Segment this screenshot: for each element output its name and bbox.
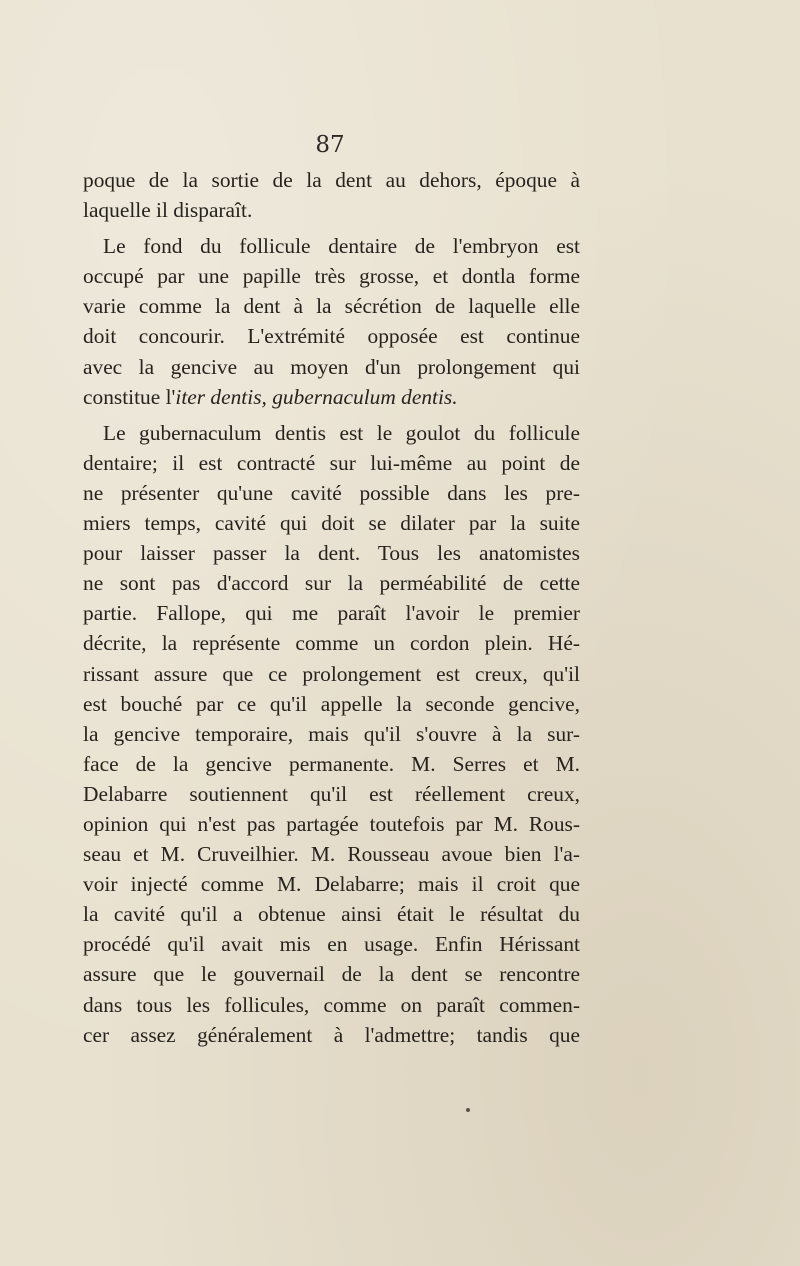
text-line: avec la gencive au moyen d'un prolongement qui — [83, 354, 580, 379]
text-line: la cavité qu'il a obtenue ainsi était le résultat du — [83, 902, 580, 927]
text-line: partie. Fallope, qui me paraît l'avoir le premier — [83, 601, 580, 626]
text-line: Delabarre soutiennent qu'il est réellement creux, — [83, 781, 580, 806]
body-text — [83, 165, 580, 1050]
text-line: face de la gencive permanente. M. Serres et M. — [83, 751, 580, 776]
text-line: cer assez généralement à l'admettre; tandis que — [83, 1022, 580, 1047]
ink-speck-decoration — [466, 1108, 470, 1112]
text-line: est bouché par ce qu'il appelle la seconde gencive, — [83, 691, 580, 716]
text-line: dentaire; il est contracté sur lui-même au point de — [83, 450, 580, 475]
text-line: poque de la sortie de la dent au dehors, époque à — [83, 168, 580, 192]
text-line: constitue l'iter dentis, gubernaculum dentis. — [83, 384, 458, 409]
text-line: laquelle il disparaît. — [83, 198, 253, 223]
text-line: ne sont pas d'accord sur la perméabilité de cette — [83, 571, 580, 596]
text-line: voir injecté comme M. Delabarre; mais il croit que — [83, 872, 580, 897]
text-line: procédé qu'il avait mis en usage. Enfin Hérissant — [83, 932, 580, 957]
text-line: Le gubernaculum dentis est le goulot du follicule — [103, 420, 580, 445]
text-line: opinion qui n'est pas partagée toutefois par M. Rous- — [83, 811, 580, 836]
text-line: dans tous les follicules, comme on paraît commen- — [83, 992, 580, 1017]
text-line: doit concourir. L'extrémité opposée est continue — [83, 324, 580, 349]
text-line: rissant assure que ce prolongement est creux, qu'il — [83, 661, 580, 686]
text-line: miers temps, cavité qui doit se dilater par la suite — [83, 511, 580, 536]
text-line: varie comme la dent à la sécrétion de laquelle elle — [83, 294, 580, 319]
text-line: la gencive temporaire, mais qu'il s'ouvre à la sur- — [83, 721, 580, 746]
text-line: décrite, la représente comme un cordon plein. Hé- — [83, 631, 580, 656]
text-line: ne présenter qu'une cavité possible dans les pre- — [83, 480, 580, 505]
text-line: assure que le gouvernail de la dent se rencontre — [83, 962, 580, 987]
page-number: 87 — [315, 132, 345, 158]
text-line: pour laisser passer la dent. Tous les anatomistes — [83, 541, 580, 566]
text-line: seau et M. Cruveilhier. M. Rousseau avoue bien l'a- — [83, 842, 580, 867]
text-line: occupé par une papille très grosse, et dontla forme — [83, 264, 580, 289]
text-line: Le fond du follicule dentaire de l'embryon est — [103, 234, 580, 259]
